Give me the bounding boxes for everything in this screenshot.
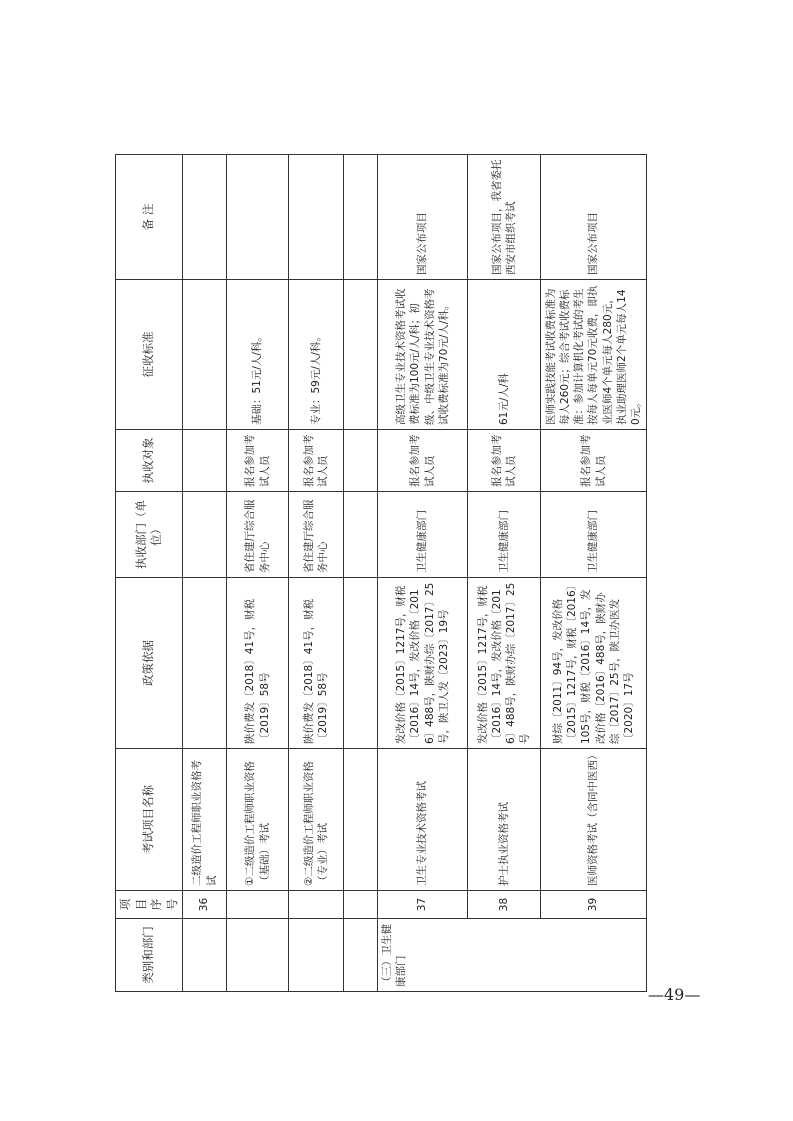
standard-cell: 基础：51元/人/科。 [227,280,289,430]
policy-cell: 陕价费发〔2018〕41号，财税〔2019〕58号 [227,578,289,749]
seq-cell: 39 [541,891,647,919]
header-dept: 执收部门（单位） [116,492,183,578]
target-cell: 报名参加考试人员 [468,430,541,492]
policy-cell: 发改价格〔2015〕1217号，财税〔2016〕14号，发改价格〔2016〕488号，陕财办综〔2017〕25号 [468,578,541,749]
dept-cell [344,492,378,578]
remark-cell: 国家公布项目 [541,155,647,280]
dept-cell: 省住建厅综合服务中心 [227,492,289,578]
policy-cell [344,578,378,749]
header-name: 考试项目名称 [116,749,183,891]
header-target: 执收对象 [116,430,183,492]
standard-cell: 高级卫生专业技术资格考试收费标准为100元/人/科；初级、中级卫生专业技术资格考试收费标准为70元/人/科。 [378,280,468,430]
table-row [468,155,541,992]
name-cell: ②二级造价工程师职业资格（专业）考试 [289,749,344,891]
dept-cell: 卫生健康部门 [468,492,541,578]
remark-cell [183,155,227,280]
target-cell: 报名参加考试人员 [289,430,344,492]
table-row [378,155,468,992]
name-cell: 卫生专业技术资格考试 [378,749,468,891]
policy-cell [183,578,227,749]
standard-cell [183,280,227,430]
target-cell [344,430,378,492]
standard-cell: 专业：59元/人/科。 [289,280,344,430]
target-cell [183,430,227,492]
remark-cell [289,155,344,280]
fee-table [115,154,647,992]
dept-cell: 省住建厅综合服务中心 [289,492,344,578]
seq-cell [289,891,344,919]
standard-cell: 医师实践技能考试收费标准为每人260元；综合考试收费标准：参加计算机化考试的考生按每人每单元70元收费，即执业医师4个单元每人280元，执业助理医师2个单元每人140元。 [541,280,647,430]
name-cell: 护士执业资格考试 [468,749,541,891]
name-cell: ①二级造价工程师职业资格（基础）考试 [227,749,289,891]
dept-cell: 卫生健康部门 [541,492,647,578]
remark-cell: 国家公布项目，我省委托西安市组织考试 [468,155,541,280]
header-standard: 征收标准 [116,280,183,430]
seq-cell [227,891,289,919]
header-seq: 项目序号 [116,891,183,919]
table-row [289,155,344,992]
target-cell: 报名参加考试人员 [227,430,289,492]
remark-cell: 国家公布项目 [378,155,468,280]
header-category: 类别和部门 [116,919,183,992]
policy-cell: 陕价费发〔2018〕41号，财税〔2019〕58号 [289,578,344,749]
category-cell [344,919,378,992]
seq-cell [344,891,378,919]
category-cell [183,919,227,992]
name-cell: 二级造价工程师职业资格考试 [183,749,227,891]
policy-cell: 发改价格〔2015〕1217号，财税〔2016〕14号，发改价格〔2016〕488号，陕财办综〔2017〕25号，陕卫人发〔2023〕19号 [378,578,468,749]
policy-cell: 财综〔2011〕94号，发改价格〔2015〕1217号，财税〔2016〕105号，财税〔2016〕14号，发改价格〔2016〕488号，陕财办综〔2017〕25号，陕卫办医发〔2020〕17号 [541,578,647,749]
target-cell: 报名参加考试人员 [541,430,647,492]
remark-cell [227,155,289,280]
dept-cell: 卫生健康部门 [378,492,468,578]
seq-cell: 36 [183,891,227,919]
standard-cell [344,280,378,430]
header-remark: 备 注 [116,155,183,280]
seq-cell: 37 [378,891,468,919]
name-cell: 医师资格考试（含同中医西） [541,749,647,891]
category-cell [227,919,289,992]
table-row [227,155,289,992]
seq-cell: 38 [468,891,541,919]
target-cell: 报名参加考试人员 [378,430,468,492]
header-policy: 政策依据 [116,578,183,749]
name-cell [344,749,378,891]
header-row [116,155,183,992]
table-row [541,155,647,992]
category-cell-health: （三）卫生健康部门 [378,919,647,992]
rotated-page [115,155,642,992]
remark-cell [344,155,378,280]
page-number: —49— [648,985,701,1004]
category-cell [289,919,344,992]
standard-cell: 61元/人/科 [468,280,541,430]
table-row [344,155,378,992]
table-row [183,155,227,992]
dept-cell [183,492,227,578]
